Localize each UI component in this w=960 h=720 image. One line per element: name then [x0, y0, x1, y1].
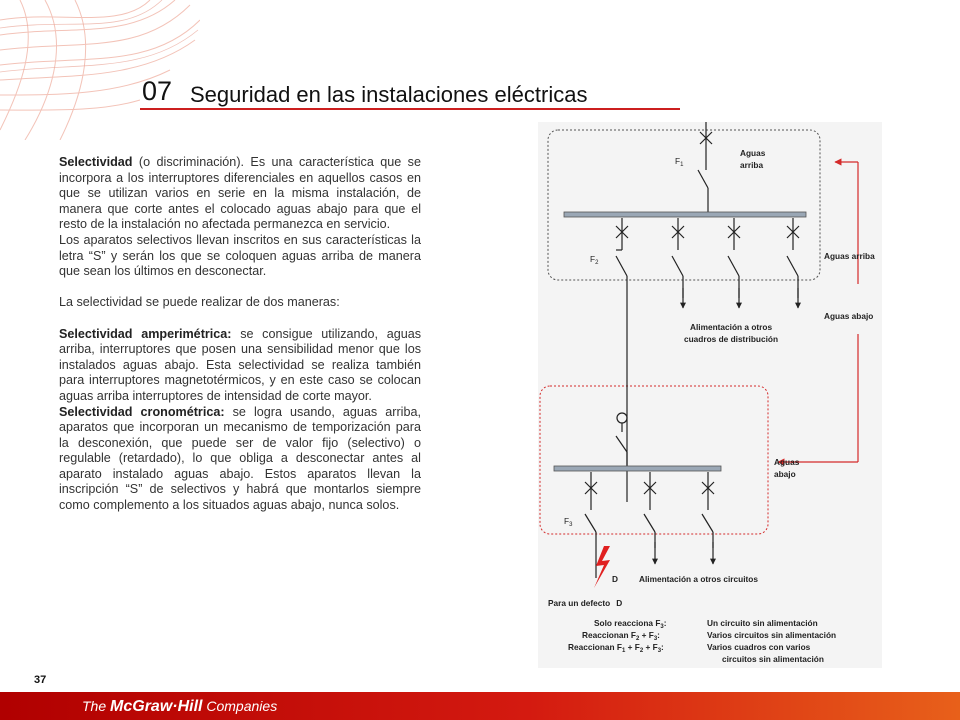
- term-amperimetrica: Selectividad amperimétrica:: [59, 326, 232, 341]
- footer-bar: [0, 692, 960, 720]
- label-aguas-arriba-side: Aguas arriba: [824, 251, 875, 261]
- label-alimentacion-circuitos: Alimentación a otros circuitos: [639, 574, 758, 584]
- label-aguas-abajo-side: Aguas abajo: [824, 311, 874, 321]
- label-aguas-arriba-top-2: arriba: [740, 160, 764, 170]
- busbar-upper: [564, 212, 806, 217]
- term-cronometrica: Selectividad cronométrica:: [59, 404, 225, 419]
- selectivity-diagram: [538, 122, 882, 668]
- busbar-lower: [554, 466, 721, 471]
- label-aguas-abajo-lower-2: abajo: [774, 469, 796, 479]
- label-alimentacion-2: cuadros de distribución: [684, 334, 779, 344]
- diagram-svg: [538, 122, 882, 668]
- row3-left: Reaccionan $F_1 + F_2 + F_3$:: [568, 642, 664, 654]
- row3-right-1: Varios cuadros con varios: [707, 642, 811, 652]
- paragraph-maneras: [59, 295, 421, 311]
- page-title: [140, 76, 680, 110]
- logo-companies: Companies: [202, 698, 278, 714]
- row3-right-2: circuitos sin alimentación: [722, 654, 824, 664]
- upper-board-box: [548, 130, 820, 280]
- paragraph-text: (o discriminación). Es una característica que se incorpora a los interruptores diferenciales en aquellos casos en que se utilizan varios en serie en la misma instalación, de manera que corte antes el colocado aguas abajo para que el resto de la instalación no afectada permanezca en servicio.: [59, 155, 421, 232]
- label-para-un-defecto: Para un defecto D: [548, 598, 623, 608]
- decorative-swirl: [0, 0, 200, 140]
- paragraph-selectividad: [59, 155, 421, 233]
- paragraph-text: Los aparatos selectivos llevan inscritos en sus características la letra “S” y serán los que se coloquen aguas arriba de manera que sean los últimos en desconectar.: [59, 232, 421, 279]
- logo-the: The: [82, 698, 111, 714]
- label-defect-d: D: [612, 574, 618, 584]
- chapter-number: 07: [142, 76, 173, 106]
- paragraph-text: se logra usando, aguas arriba, aparatos que incorporan un mecanismo de temporización para la desconexión, que puede ser de valor fijo (selectivo) o regulable (retardado), lo que obliga a desconectar antes al aparato instalado aguas abajo. Estos aparatos llevan la inscripción “S” de selectivos y habrá que montarlos siempre como complemento a los situados aguas abajo, nunca solos.: [59, 404, 421, 513]
- publisher-logo: [82, 698, 277, 716]
- paragraph-aparatos: [59, 233, 421, 280]
- label-f2: $F_2$: [590, 254, 599, 266]
- body-text: [59, 155, 421, 514]
- label-f3: $F_3$: [564, 516, 573, 528]
- chapter-title: Seguridad en las instalaciones eléctricas: [190, 82, 588, 107]
- row1-right: Un circuito sin alimentación: [707, 618, 818, 628]
- row2-right: Varios circuitos sin alimentación: [707, 630, 837, 640]
- lower-board-box: [540, 386, 768, 534]
- paragraph-text: se consigue utilizando, aguas arriba, interruptores que posen una sensibilidad menor que los instalados aguas abajo. Esta selectividad se realiza también para interruptores magnetotérmicos, y en este caso se colocan aguas arriba interruptores de intensidad de corte mayor.: [59, 326, 422, 403]
- label-f1: $F_1$: [675, 156, 684, 168]
- label-aguas-arriba-top: Aguas: [740, 148, 766, 158]
- paragraph-cronometrica: [59, 405, 421, 514]
- logo-main: McGraw·Hill: [110, 698, 203, 715]
- page-number: 37: [34, 674, 47, 686]
- paragraph-amperimetrica: [59, 327, 421, 405]
- term-selectividad: Selectividad: [59, 155, 133, 169]
- label-aguas-abajo-lower: Aguas: [774, 457, 800, 467]
- paragraph-text: La selectividad se puede realizar de dos maneras:: [59, 295, 340, 310]
- label-alimentacion-1: Alimentación a otros: [690, 322, 773, 332]
- row1-left: Solo reacciona $F_3$:: [594, 618, 667, 630]
- row2-left: Reaccionan $F_2 + F_3$:: [582, 630, 660, 642]
